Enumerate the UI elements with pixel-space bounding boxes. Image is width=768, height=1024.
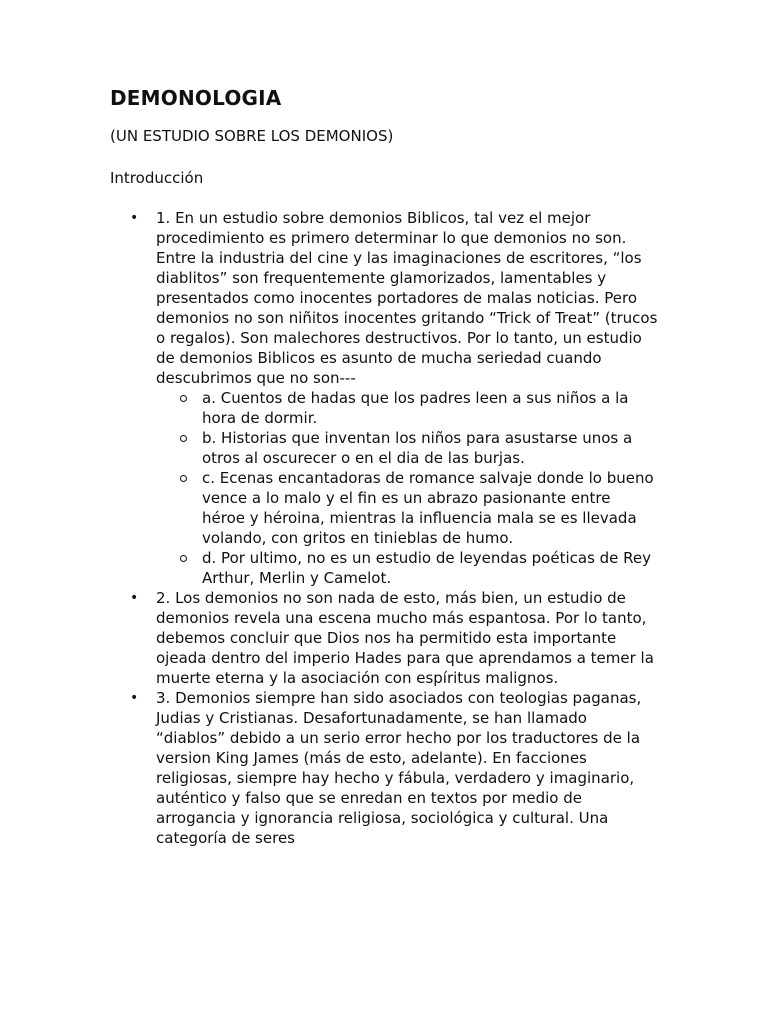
sub-list-item-text: c. Ecenas encantadoras de romance salvaje donde lo bueno vence a lo malo y el fin es un abrazo pasionante entre héroe y héroina, mientras la influencia mala se es llevada volando, con gritos en tinieblas de humo. <box>202 469 654 547</box>
intro-heading: Introducción <box>110 169 204 187</box>
sub-list-item-text: a. Cuentos de hadas que los padres leen a sus niños a la hora de dormir. <box>202 389 629 427</box>
list-item-text: 2. Los demonios no son nada de esto, más bien, un estudio de demonios revela una escena mucho más espantosa. Por lo tanto, debemos concluir que Dios nos ha permitido esta importante ojeada dentro del imperio Hades para que aprendamos a temer la muerte eterna y la asociación con espíritus malignos. <box>156 589 654 687</box>
list-item-text: 1. En un estudio sobre demonios Biblicos, tal vez el mejor procedimiento es primero determinar lo que demonios no son. Entre la industria del cine y las imaginaciones de escritores, “los diablitos” son frequentemente glamorizados, lamentables y presentados como inocentes portadores de malas noticias. Pero demonios no son niñitos inocentes gritando “Trick of Treat” (trucos o regalos). Son malechores destructivos. Por lo tanto, un estudio de demonios Biblicos es asunto de mucha seriedad cuando descubrimos que no son--- <box>156 209 658 387</box>
circle-bullet-icon <box>180 555 187 562</box>
list-item <box>110 588 658 688</box>
sub-list-item <box>156 428 658 468</box>
sub-list-item-text: b. Historias que inventan los niños para asustarse unos a otros al oscurecer o en el dia de las burjas. <box>202 429 633 467</box>
bullet-icon: • <box>130 690 139 706</box>
sub-list-item <box>156 468 658 548</box>
document-title: DEMONOLOGIA <box>110 86 282 110</box>
sub-list <box>156 388 658 588</box>
list-item <box>110 688 658 848</box>
sub-list-item-text: d. Por ultimo, no es un estudio de leyendas poéticas de Rey Arthur, Merlin y Camelot. <box>202 549 652 587</box>
document-subtitle: (UN ESTUDIO SOBRE LOS DEMONIOS) <box>110 127 394 145</box>
circle-bullet-icon <box>180 435 187 442</box>
bullet-icon: • <box>130 210 139 226</box>
list-item <box>110 208 658 588</box>
list-item-text: 3. Demonios siempre han sido asociados con teologias paganas, Judias y Cristianas. Desafortunadamente, se han llamado “diablos” debido a un serio error hecho por los traductores de la version King James (más de esto, adelante). En facciones religiosas, siempre hay hecho y fábula, verdadero y imaginario, auténtico y falso que se enredan en textos por medio de arrogancia y ignorancia religiosa, sociológica y cultural. Una categoría de seres <box>156 689 642 847</box>
main-list <box>110 208 658 848</box>
circle-bullet-icon <box>180 475 187 482</box>
sub-list-item <box>156 388 658 428</box>
document-page <box>110 84 658 848</box>
sub-list-item <box>156 548 658 588</box>
circle-bullet-icon <box>180 395 187 402</box>
bullet-icon: • <box>130 590 139 606</box>
